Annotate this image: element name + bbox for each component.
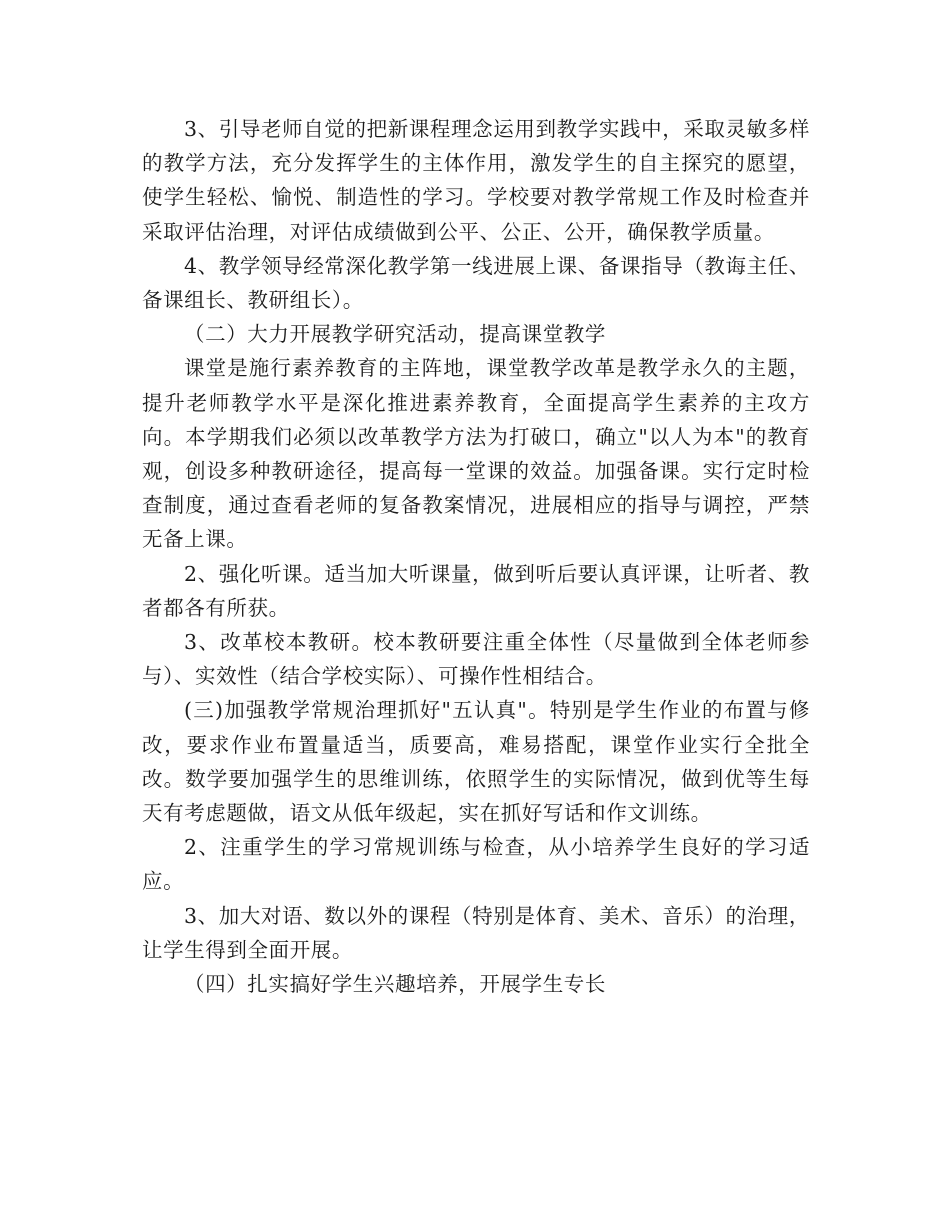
paragraph-school-research: 3、改革校本教研。校本教研要注重全体性（尽量做到全体老师参与）、实效性（结合学校实际）、可操作性相结合。 xyxy=(142,630,810,689)
paragraph-item-3: 3、引导老师自觉的把新课程理念运用到教学实践中，采取灵敏多样的教学方法，充分发挥学生的主体作用，激发学生的自主探究的愿望，使学生轻松、愉悦、制造性的学习。学校要对教学常规工作及时检查并采取评估治理，对评估成绩做到公平、公正、公开，确保教学质量。 xyxy=(142,117,810,244)
section-heading-3: (三)加强教学常规治理抓好"五认真"。特别是学生作业的布置与修改，要求作业布置量适当，质要高，难易搭配，课堂作业实行全批全改。数学要加强学生的思维训练，依照学生的实际情况，做到优等生每天有考虑题做，语文从低年级起，实在抓好写话和作文训练。 xyxy=(142,698,810,826)
paragraph-listening: 2、强化听课。适当加大听课量，做到听后要认真评课，让听者、教者都各有所获。 xyxy=(142,561,810,620)
section-heading-2: （二）大力开展教学研究活动，提高课堂教学 xyxy=(184,322,606,347)
section-heading-4: （四）扎实搞好学生兴趣培养，开展学生专长 xyxy=(184,972,606,997)
document-body xyxy=(142,112,810,1001)
paragraph-study-habits: 2、注重学生的学习常规训练与检查，从小培养学生良好的学习适应。 xyxy=(142,835,810,894)
paragraph-other-courses: 3、加大对语、数以外的课程（特别是体育、美术、音乐）的治理，让学生得到全面开展。 xyxy=(142,903,810,962)
paragraph-classroom: 课堂是施行素养教育的主阵地，课堂教学改革是教学永久的主题，提升老师教学水平是深化推进素养教育，全面提高学生素养的主攻方向。本学期我们必须以改革教学方法为打破口，确立"以人为本"的教育观，创设多种教研途径，提高每一堂课的效益。加强备课。实行定时检查制度，通过查看老师的复备教案情况，进展相应的指导与调控，严禁无备上课。 xyxy=(142,356,810,552)
paragraph-item-4: 4、教学领导经常深化教学第一线进展上课、备课指导（教诲主任、备课组长、教研组长）。 xyxy=(142,253,810,313)
